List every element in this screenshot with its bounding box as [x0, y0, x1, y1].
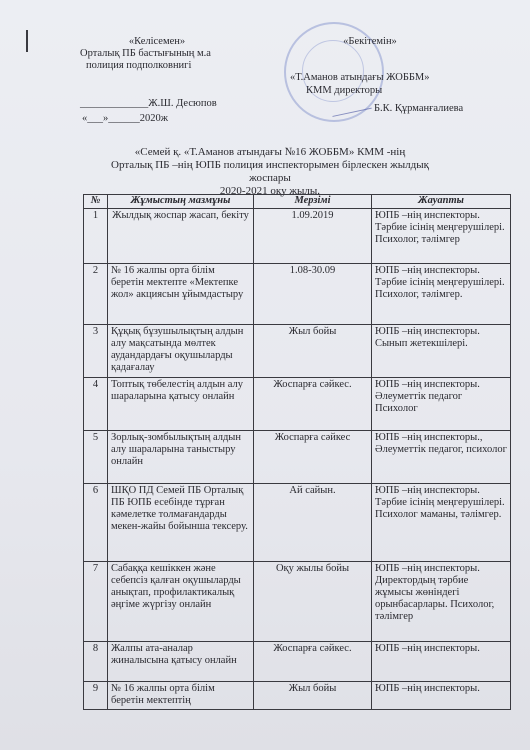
left-header-signature-line: _____________Ж.Ш. Десюпов	[80, 98, 217, 109]
title-line-1: «Семей қ. «Т.Аманов атындағы №16 ЖОББМ» КММ -нің	[134, 146, 406, 158]
header-responsible: Жауапты	[372, 195, 511, 209]
right-header-approve: «Бекітемін»	[343, 36, 397, 47]
row-responsible: ЮПБ –нің инспекторы. Тәрбие ісінің меңгерушілері. Психолог, тәлімгер	[372, 209, 511, 264]
left-header-position: Орталық ПБ бастығының м.а	[80, 48, 211, 59]
row-date: Жоспарға сәйкес.	[254, 378, 372, 431]
table-header-row	[84, 195, 511, 209]
row-date: Жоспарға сәйкес.	[254, 642, 372, 682]
row-content: Жылдық жоспар жасап, бекіту	[108, 209, 254, 264]
row-number: 2	[84, 264, 108, 325]
right-header-name: Б.К. Құрманғалиева	[374, 103, 464, 114]
row-responsible: ЮПБ –нің инспекторы.	[372, 682, 511, 710]
row-content: № 16 жалпы орта білім беретін мектептің	[108, 682, 254, 710]
table-row	[84, 431, 511, 484]
row-responsible: ЮПБ –нің инспекторы. Директордың тәрбие жұмысы жөніндегі орынбасарлары. Психолог, тәлімгер	[372, 562, 511, 642]
table-row	[84, 642, 511, 682]
plan-table	[83, 194, 511, 710]
row-content: Құқық бұзушылықтың алдын алу мақсатында мөлтек аудандардағы оқушыларды қадағалау	[108, 325, 254, 378]
row-content: ШҚО ПД Семей ПБ Орталық ПБ ЮПБ есебінде тұрған кәмелетке толмағандарды мекен-жайы бойынша тексеру.	[108, 484, 254, 562]
table-row	[84, 264, 511, 325]
row-responsible: ЮПБ –нің инспекторы., Әлеуметтік педагог, психолог	[372, 431, 511, 484]
row-date: 1.08-30.09	[254, 264, 372, 325]
row-responsible: ЮПБ –нің инспекторы. Сынып жетекшілері.	[372, 325, 511, 378]
table-row	[84, 484, 511, 562]
document-title	[100, 146, 440, 198]
table-row	[84, 562, 511, 642]
row-date: Жыл бойы	[254, 682, 372, 710]
row-content: Жалпы ата-аналар жиналысына қатысу онлайн	[108, 642, 254, 682]
row-date: Жыл бойы	[254, 325, 372, 378]
row-responsible: ЮПБ –нің инспекторы. Тәрбие ісінің меңгерушілері. Психолог, тәлімгер.	[372, 264, 511, 325]
table-row	[84, 209, 511, 264]
row-number: 9	[84, 682, 108, 710]
table-row	[84, 325, 511, 378]
header-content: Жұмыстың мазмұны	[108, 195, 254, 209]
row-content: Зорлық-зомбылықтың алдын алу шараларына таныстыру онлайн	[108, 431, 254, 484]
right-header-position: КММ директоры	[306, 85, 383, 96]
row-responsible: ЮПБ –нің инспекторы.	[372, 642, 511, 682]
table-row	[84, 682, 511, 710]
row-responsible: ЮПБ –нің инспекторы. Әлеуметтік педагог Психолог	[372, 378, 511, 431]
row-content: № 16 жалпы орта білім беретін мектепте «Мектепке жол» акциясын ұйымдастыру	[108, 264, 254, 325]
row-responsible: ЮПБ –нің инспекторы. Тәрбие ісінің меңгерушілері. Психолог маманы, тәлімгер.	[372, 484, 511, 562]
header-number: №	[84, 195, 108, 209]
margin-mark	[26, 30, 28, 52]
title-line-2: Орталық ПБ –нің ЮПБ полиция инспекторымен бірлескен жылдық жоспары	[111, 159, 429, 184]
row-number: 1	[84, 209, 108, 264]
title-line-3: 2020-2021 оқу жылы.	[219, 185, 321, 197]
row-number: 5	[84, 431, 108, 484]
header-date: Мерзімі	[254, 195, 372, 209]
row-number: 4	[84, 378, 108, 431]
row-date: 1.09.2019	[254, 209, 372, 264]
row-content: Сабаққа кешіккен және себепсіз қалған оқушыларды анықтап, профилактикалық әңгіме жүргізу онлайн	[108, 562, 254, 642]
row-number: 3	[84, 325, 108, 378]
right-header-school: «Т.Аманов атындағы ЖОББМ»	[290, 72, 430, 83]
left-header-date: «___»______2020ж	[82, 113, 169, 124]
row-content: Топтық төбелестің алдын алу шараларына қатысу онлайн	[108, 378, 254, 431]
row-number: 6	[84, 484, 108, 562]
left-header-rank: полиция подполковнигі	[86, 60, 192, 71]
row-date: Жоспарға сәйкес	[254, 431, 372, 484]
row-number: 8	[84, 642, 108, 682]
row-number: 7	[84, 562, 108, 642]
left-header-agree: «Келісемен»	[128, 36, 186, 47]
row-date: Ай сайын.	[254, 484, 372, 562]
row-date: Оқу жылы бойы	[254, 562, 372, 642]
table-row	[84, 378, 511, 431]
